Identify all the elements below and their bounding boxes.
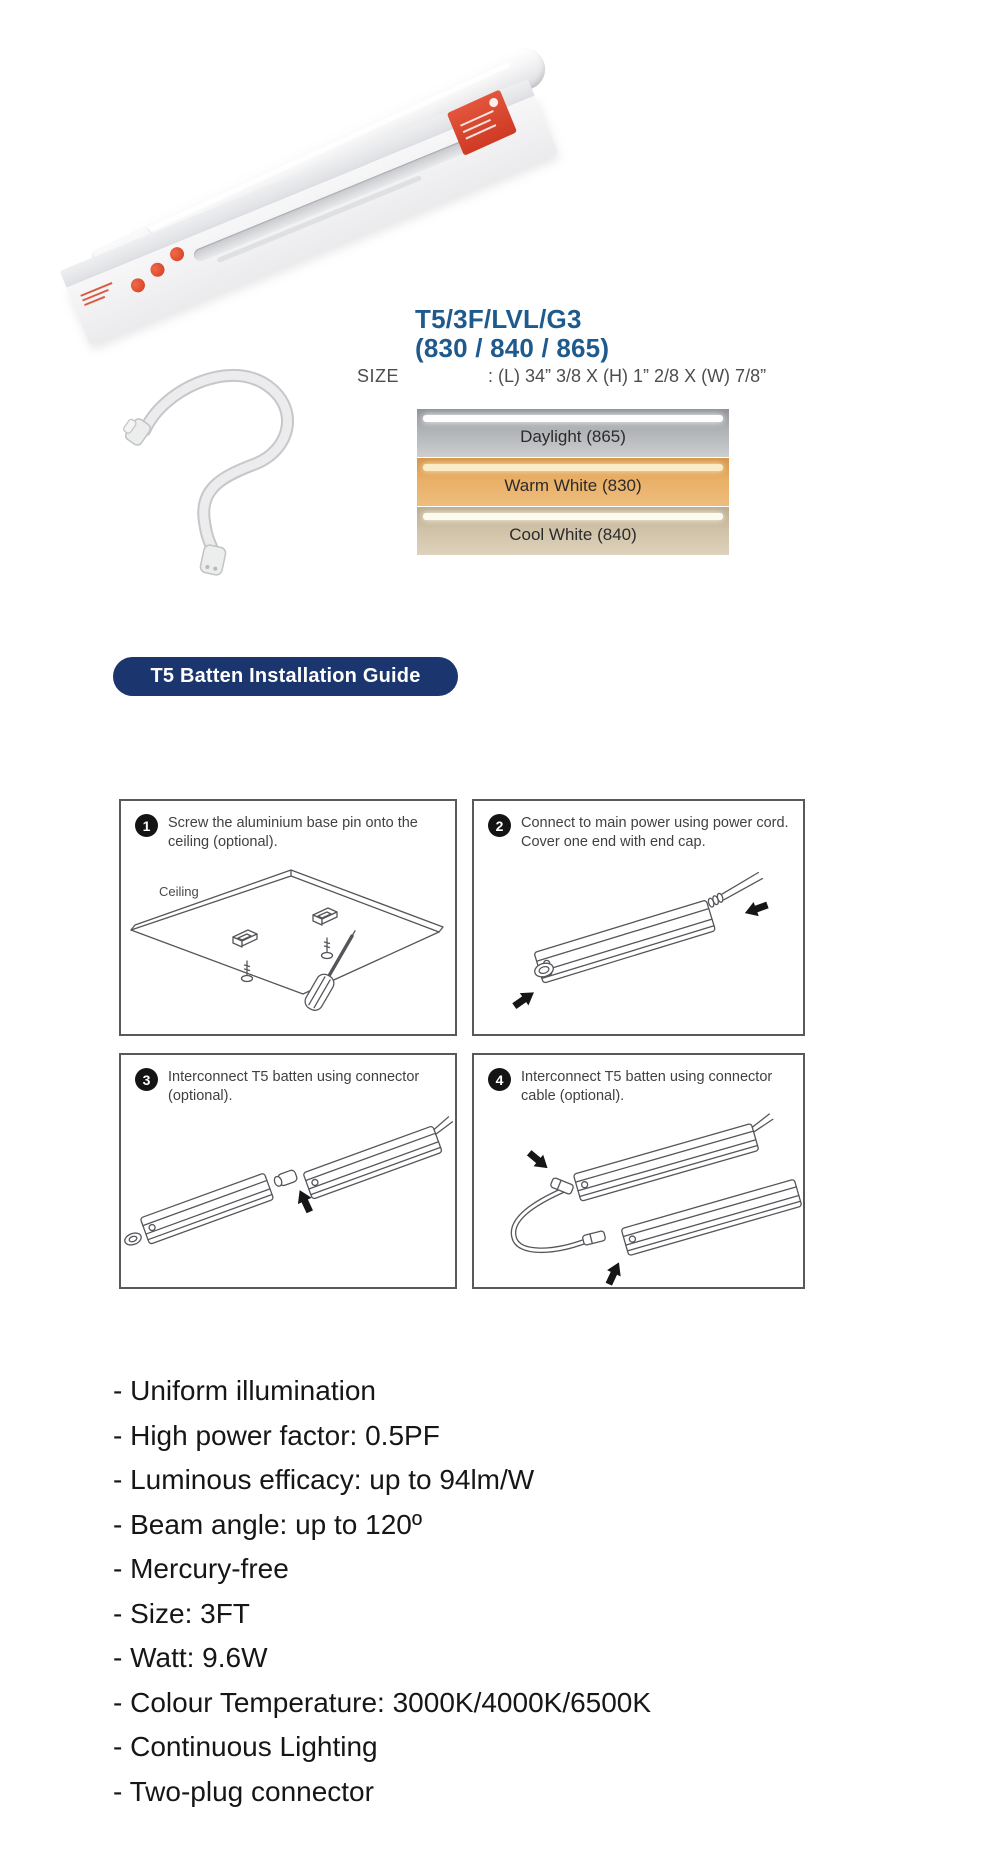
step-4-diagram-connector-cable	[474, 1109, 803, 1287]
step-number-badge: 2	[488, 814, 511, 837]
step-number-badge: 1	[135, 814, 158, 837]
feature-item: - Continuous Lighting	[113, 1731, 378, 1762]
cct-swatches	[417, 409, 729, 556]
cct-codes: (830 / 840 / 865)	[415, 333, 610, 363]
step-text: Interconnect T5 batten using connector cable (optional).	[521, 1069, 773, 1105]
batten-drawing	[572, 1113, 780, 1201]
size-value: : (L) 34” 3/8 X (H) 1” 2/8 X (W) 7/8”	[488, 366, 767, 386]
arrow-icon	[510, 986, 538, 1012]
step-caption	[121, 801, 455, 853]
installation-guide-title: T5 Batten Installation Guide	[113, 657, 458, 696]
arrow-icon	[524, 1147, 552, 1174]
step-1-diagram-ceiling-mount	[121, 866, 455, 1034]
step-2-diagram-power-cord	[474, 866, 803, 1034]
batten-drawing	[140, 1173, 274, 1244]
size-row	[357, 366, 766, 387]
feature-list	[113, 1369, 973, 1814]
step-text: Screw the aluminium base pin onto the ceiling (optional).	[168, 815, 418, 851]
model-number: T5/3F/LVL/G3	[415, 304, 582, 334]
model-block	[415, 305, 609, 363]
feature-item: - High power factor: 0.5PF	[113, 1419, 440, 1451]
swatch-label: Warm White (830)	[504, 476, 642, 495]
end-cap	[123, 1231, 143, 1247]
swatch-cool-white	[417, 507, 729, 555]
size-label: SIZE	[357, 366, 400, 386]
product-photo-connector-cable	[105, 352, 315, 587]
arrow-icon	[742, 898, 770, 920]
guide-step-4-panel	[472, 1053, 805, 1289]
step-text: Connect to main power using power cord. Cover one end with end cap.	[521, 815, 789, 851]
guide-step-1-panel	[119, 799, 457, 1036]
feature-item: - Uniform illumination	[113, 1375, 376, 1406]
feature-item: - Size: 3FT	[113, 1597, 250, 1629]
batten-drawing	[621, 1179, 802, 1256]
led-strip	[423, 415, 723, 422]
step-caption	[474, 801, 803, 853]
swatch-label: Daylight (865)	[520, 427, 626, 446]
feature-item: - Colour Temperature: 3000K/4000K/6500K	[113, 1686, 652, 1718]
feature-item: - Watt: 9.6W	[113, 1642, 268, 1673]
cable-plug	[582, 1230, 606, 1245]
swatch-label: Cool White (840)	[509, 525, 637, 544]
arrow-icon	[602, 1259, 626, 1287]
feature-item: - Beam angle: up to 120º	[113, 1508, 423, 1540]
led-strip	[423, 464, 723, 471]
step-3-diagram-connector	[121, 1109, 455, 1287]
feature-item: - Mercury-free	[113, 1553, 289, 1584]
ceiling-label: Ceiling	[159, 884, 199, 899]
feature-item: - Two-plug connector	[113, 1775, 374, 1807]
step-text: Interconnect T5 batten using connector (optional).	[168, 1069, 420, 1105]
swatch-warm-white	[417, 458, 729, 506]
step-number-badge: 3	[135, 1068, 158, 1091]
power-cord	[704, 872, 766, 908]
cable-connector-b	[199, 544, 226, 576]
swatch-daylight	[417, 409, 729, 457]
guide-step-2-panel	[472, 799, 805, 1036]
step-caption	[121, 1055, 455, 1107]
step-number-badge: 4	[488, 1068, 511, 1091]
step-caption	[474, 1055, 803, 1107]
feature-item: - Luminous efficacy: up to 94lm/W	[113, 1464, 535, 1495]
batten-drawing	[302, 1116, 455, 1199]
led-strip	[423, 513, 723, 520]
guide-step-3-panel	[119, 1053, 457, 1289]
inline-connector	[273, 1169, 298, 1188]
batten-drawing	[531, 872, 773, 983]
label-line	[465, 124, 496, 139]
brand-logo-dot	[488, 97, 500, 109]
